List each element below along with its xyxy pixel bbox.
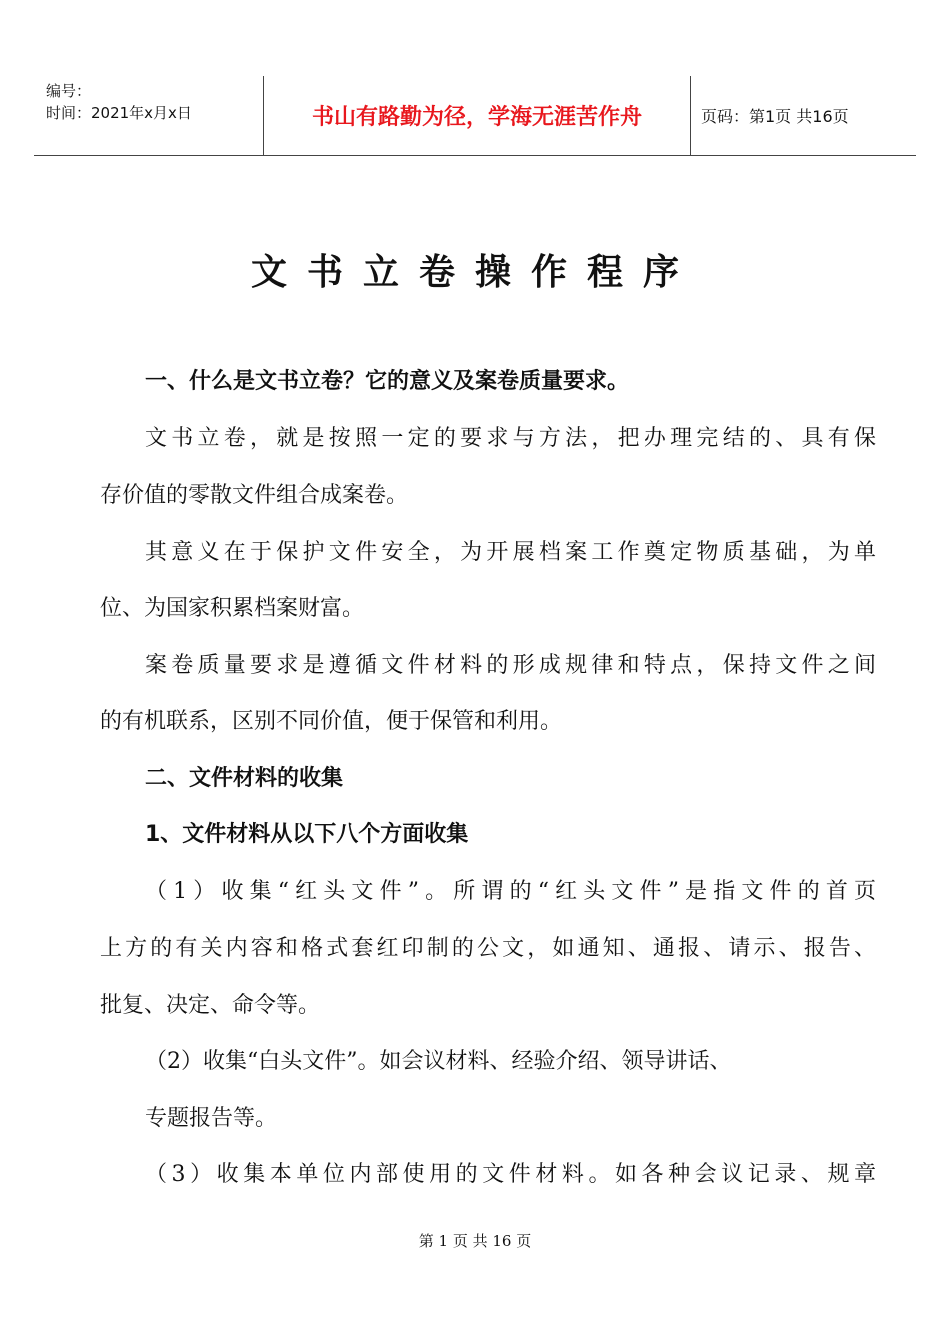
header-motto: 书山有路勤为径，学海无涯苦作舟	[264, 76, 691, 155]
section-heading-2: 二、文件材料的收集	[145, 766, 344, 791]
paragraph-line: 批复、决定、命令等。	[100, 993, 321, 1018]
paragraph-line: （2）收集“白头文件”。如会议材料、经验介绍、领导讲话、	[145, 1049, 732, 1074]
header-page-info: 页码：第1页 共16页	[701, 107, 849, 126]
paragraph-line: 的有机联系，区别不同价值，便于保管和利用。	[100, 709, 563, 734]
paragraph-line: 专题报告等。	[145, 1106, 278, 1131]
paragraph-line: （3）收集本单位内部使用的文件材料。如各种会议记录、规章	[145, 1162, 876, 1187]
paragraph-line: 上方的有关内容和格式套红印制的公文，如通知、通报、请示、报告、	[100, 936, 876, 961]
paragraph-line: 文书立卷，就是按照一定的要求与方法，把办理完结的、具有保	[145, 426, 876, 451]
document-header	[34, 76, 916, 156]
time-label: 时间：2021年x月x日	[46, 104, 192, 122]
subsection-heading: 1、文件材料从以下八个方面收集	[145, 822, 469, 847]
paragraph-line: 案卷质量要求是遵循文件材料的形成规律和特点，保持文件之间	[145, 653, 876, 678]
paragraph-line: 其意义在于保护文件安全，为开展档案工作奠定物质基础，为单	[145, 540, 876, 565]
paragraph-line: （1）收集“红头文件”。所谓的“红头文件”是指文件的首页	[145, 879, 876, 904]
document-title: 文书立卷操作程序	[250, 252, 699, 293]
paragraph-line: 位、为国家积累档案财富。	[100, 596, 365, 621]
header-meta	[34, 76, 264, 155]
number-label: 编号：	[46, 82, 92, 100]
paragraph-line: 存价值的零散文件组合成案卷。	[100, 483, 409, 508]
section-heading-1: 一、什么是文书立卷？它的意义及案卷质量要求。	[145, 369, 630, 394]
page-footer: 第 1 页 共 16 页	[418, 1232, 532, 1250]
